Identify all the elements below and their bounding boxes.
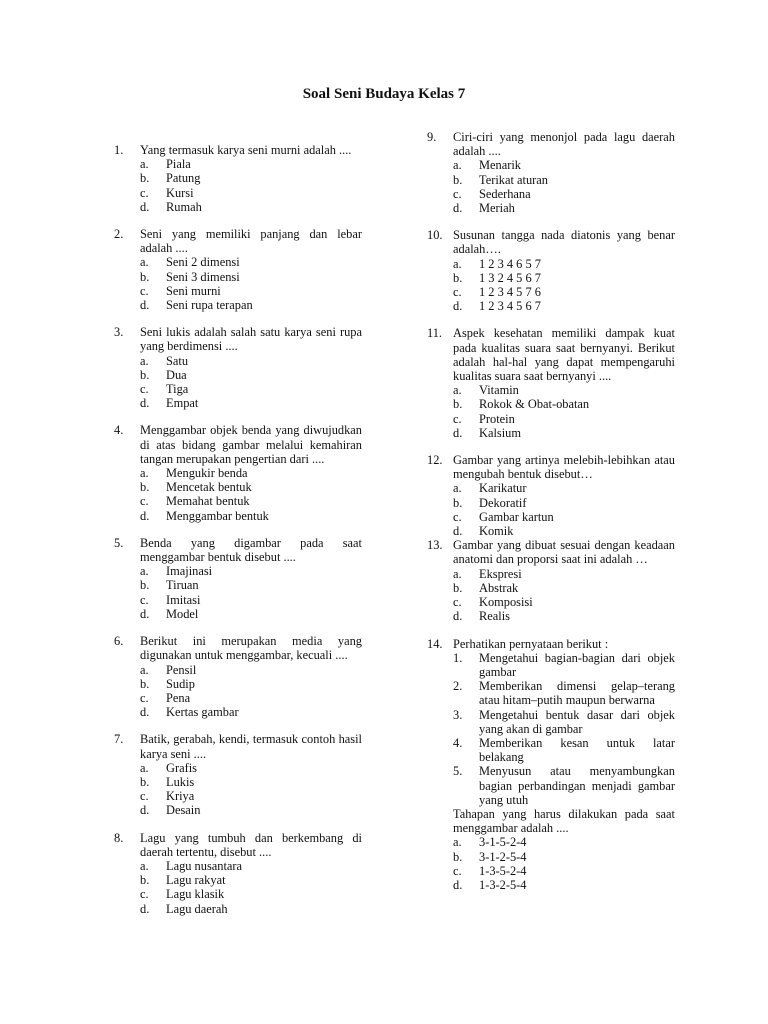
question-number: 4. <box>114 423 124 438</box>
option-text: Komik <box>479 524 514 539</box>
statement-item <box>427 651 675 679</box>
option-text: Empat <box>166 396 199 411</box>
option-letter: d. <box>140 901 150 916</box>
option-text: Protein <box>479 411 515 426</box>
answer-option <box>427 187 675 201</box>
question-text: Gambar yang dibuat sesuai dengan keadaan anatomi dan proporsi saat ini adalah … <box>453 538 675 567</box>
option-text: Vitamin <box>479 383 519 398</box>
answer-option <box>427 257 675 271</box>
answer-option <box>114 186 362 200</box>
statement-number: 5. <box>453 764 463 779</box>
statement-item <box>427 708 675 736</box>
option-letter: d. <box>453 524 463 539</box>
option-letter: d. <box>453 877 463 892</box>
question-number: 8. <box>114 830 124 845</box>
option-text: Tiruan <box>166 578 199 593</box>
question-text: Seni lukis adalah salah satu karya seni rupa yang berdimensi .... <box>140 325 362 354</box>
statement-text: Memberikan kesan untuk latar belakang <box>479 735 675 765</box>
question-12 <box>427 453 675 538</box>
answer-option <box>114 761 362 775</box>
statement-item <box>427 736 675 764</box>
option-letter: b. <box>140 578 150 593</box>
option-letter: b. <box>453 495 463 510</box>
option-text: Terikat aturan <box>479 172 548 187</box>
answer-option <box>427 864 675 878</box>
answer-option <box>114 157 362 171</box>
answer-option <box>114 466 362 480</box>
option-text: Menggambar bentuk <box>166 508 269 523</box>
option-text: Ekspresi <box>479 566 522 581</box>
question-6 <box>114 634 362 719</box>
option-text: Mengukir benda <box>166 466 248 481</box>
question-text: Yang termasuk karya seni murni adalah .... <box>140 143 352 157</box>
statement-number: 2. <box>453 679 463 694</box>
left-column <box>114 130 362 916</box>
option-letter: a. <box>140 353 149 368</box>
question-text: Gambar yang artinya melebih-lebihkan atau mengubah bentuk disebut… <box>453 453 675 482</box>
option-letter: c. <box>140 789 149 804</box>
option-letter: a. <box>140 858 149 873</box>
question-row <box>427 228 675 256</box>
option-letter: b. <box>140 269 150 284</box>
option-letter: b. <box>453 270 463 285</box>
option-letter: b. <box>140 676 150 691</box>
question-row <box>427 453 675 481</box>
option-text: Lagu daerah <box>166 901 228 916</box>
option-letter: b. <box>140 480 150 495</box>
option-letter: c. <box>453 285 462 300</box>
question-number: 3. <box>114 325 124 340</box>
option-text: 3-1-5-2-4 <box>479 835 527 850</box>
question-10 <box>427 228 675 313</box>
option-text: Seni murni <box>166 283 221 298</box>
option-letter: a. <box>453 481 462 496</box>
option-text: Desain <box>166 803 201 818</box>
question-number: 1. <box>114 143 124 157</box>
answer-option <box>114 803 362 817</box>
answer-option <box>427 158 675 172</box>
option-text: Satu <box>166 353 189 368</box>
option-letter: d. <box>140 199 150 214</box>
option-letter: a. <box>140 157 149 172</box>
question-text: Menggambar objek benda yang diwujudkan di atas bidang gambar melalui kemahiran tangan merupakan pengertian dari .... <box>140 423 362 466</box>
answer-option <box>114 902 362 916</box>
question-row <box>427 637 675 651</box>
question-number: 13. <box>427 538 443 553</box>
option-letter: b. <box>140 873 150 888</box>
answer-option <box>427 299 675 313</box>
option-text: Mencetak bentuk <box>166 480 252 495</box>
page-title: Soal Seni Budaya Kelas 7 <box>302 86 466 102</box>
answer-option <box>427 383 675 397</box>
answer-option <box>114 705 362 719</box>
question-row <box>114 831 362 859</box>
option-letter: b. <box>453 172 463 187</box>
question-number: 11. <box>427 326 443 341</box>
answer-option <box>114 509 362 523</box>
option-text: Seni 3 dimensi <box>166 269 240 284</box>
question-row <box>427 326 675 383</box>
option-letter: a. <box>453 566 462 581</box>
question-row <box>114 732 362 760</box>
question-row <box>114 227 362 255</box>
option-letter: a. <box>453 158 462 173</box>
answer-option <box>114 663 362 677</box>
option-text: 1 3 2 4 5 6 7 <box>479 270 541 285</box>
question-8 <box>114 831 362 916</box>
answer-option <box>427 878 675 892</box>
answer-option <box>114 789 362 803</box>
option-text: 1 2 3 4 5 7 6 <box>479 285 541 300</box>
option-text: Imajinasi <box>166 564 213 579</box>
option-letter: b. <box>140 774 150 789</box>
statement-text: Mengetahui bentuk dasar dari objek yang akan di gambar <box>479 707 675 736</box>
option-text: Lagu rakyat <box>166 873 226 888</box>
option-letter: b. <box>140 367 150 382</box>
option-letter: c. <box>453 863 462 878</box>
option-letter: d. <box>140 508 150 523</box>
option-text: Patung <box>166 171 201 186</box>
option-text: Rumah <box>166 199 202 214</box>
question-row <box>114 143 362 157</box>
option-text: 3-1-2-5-4 <box>479 849 527 864</box>
option-text: Pena <box>166 690 191 705</box>
answer-option <box>114 873 362 887</box>
answer-option <box>114 396 362 410</box>
option-letter: c. <box>453 411 462 426</box>
question-number: 9. <box>427 130 437 144</box>
option-letter: c. <box>140 690 149 705</box>
option-text: Kalsium <box>479 425 521 440</box>
option-text: Seni rupa terapan <box>166 298 253 313</box>
option-letter: c. <box>140 887 149 902</box>
option-text: Abstrak <box>479 580 519 595</box>
answer-option <box>114 775 362 789</box>
question-number: 10. <box>427 228 443 243</box>
option-text: Lagu nusantara <box>166 858 243 873</box>
option-letter: b. <box>140 171 150 186</box>
option-text: Seni 2 dimensi <box>166 255 240 270</box>
answer-option <box>114 564 362 578</box>
answer-option <box>427 173 675 187</box>
question-13 <box>427 538 675 623</box>
option-text: Grafis <box>166 760 197 775</box>
option-letter: d. <box>140 606 150 621</box>
statement-number: 1. <box>453 650 463 665</box>
question-text: Benda yang digambar pada saat menggambar bentuk disebut .... <box>140 535 362 565</box>
answer-option <box>114 494 362 508</box>
question-row <box>114 634 362 662</box>
question-text: Ciri-ciri yang menonjol pada lagu daerah adalah .... <box>453 130 675 159</box>
question-14 <box>427 637 675 893</box>
option-text: Menarik <box>479 158 521 173</box>
option-text: 1-3-2-5-4 <box>479 877 527 892</box>
option-text: Realis <box>479 609 510 624</box>
question-4 <box>114 423 362 522</box>
answer-option <box>114 200 362 214</box>
answer-option <box>427 271 675 285</box>
option-letter: b. <box>453 849 463 864</box>
answer-option <box>427 850 675 864</box>
option-text: Model <box>166 606 199 621</box>
question-prompt: Tahapan yang harus dilakukan pada saat menggambar adalah .... <box>453 806 675 836</box>
option-letter: c. <box>140 283 149 298</box>
answer-option <box>114 284 362 298</box>
question-9 <box>427 130 675 215</box>
question-number: 14. <box>427 636 443 651</box>
answer-option <box>114 578 362 592</box>
question-number: 2. <box>114 227 124 242</box>
answer-option <box>114 691 362 705</box>
answer-option <box>114 171 362 185</box>
right-column <box>427 130 675 892</box>
question-number: 6. <box>114 634 124 649</box>
option-text: Gambar kartun <box>479 509 554 524</box>
answer-option <box>114 887 362 901</box>
question-number: 7. <box>114 732 124 747</box>
option-text: 1-3-5-2-4 <box>479 863 527 878</box>
option-text: Lagu klasik <box>166 887 225 902</box>
answer-option <box>427 595 675 609</box>
answer-option <box>427 412 675 426</box>
question-1 <box>114 143 362 214</box>
question-row <box>114 325 362 353</box>
option-text: Sudip <box>166 676 195 691</box>
question-row <box>427 130 675 158</box>
answer-option <box>114 593 362 607</box>
option-text: Kertas gambar <box>166 705 239 720</box>
answer-option <box>114 270 362 284</box>
question-text: Susunan tangga nada diatonis yang benar adalah…. <box>453 228 675 257</box>
option-text: Meriah <box>479 201 515 216</box>
option-letter: d. <box>453 201 463 216</box>
option-letter: c. <box>140 592 149 607</box>
answer-option <box>427 609 675 623</box>
question-5 <box>114 536 362 621</box>
option-letter: d. <box>140 705 150 720</box>
statement-text: Menyusun atau menyambungkan bagian perbandingan menjadi gambar yang utuh <box>479 764 675 807</box>
answer-option <box>114 298 362 312</box>
answer-option <box>427 567 675 581</box>
option-letter: c. <box>140 185 149 200</box>
statement-number: 3. <box>453 707 463 722</box>
question-3 <box>114 325 362 410</box>
question-text: Aspek kesehatan memiliki dampak kuat pada kualitas suara saat bernyanyi. Berikut adalah hal-hal yang dapat mempengaruhi kualitas suara saat bernyanyi .... <box>453 326 675 384</box>
option-letter: b. <box>453 580 463 595</box>
statement-text: Mengetahui bagian-bagian dari objek gambar <box>479 650 675 679</box>
answer-option <box>427 285 675 299</box>
option-text: Kursi <box>166 185 194 200</box>
question-2 <box>114 227 362 312</box>
answer-option <box>114 677 362 691</box>
question-11 <box>427 326 675 440</box>
statement-text: Memberikan dimensi gelap–terang atau hitam–putih maupun berwarna <box>479 679 675 708</box>
option-letter: b. <box>453 397 463 412</box>
option-letter: a. <box>453 835 462 850</box>
answer-option <box>114 859 362 873</box>
answer-option <box>114 480 362 494</box>
option-letter: d. <box>453 425 463 440</box>
answer-option <box>427 426 675 440</box>
option-text: Karikatur <box>479 481 527 496</box>
option-letter: d. <box>453 609 463 624</box>
answer-option <box>427 524 675 538</box>
statement-number: 4. <box>453 735 463 750</box>
statement-item <box>427 764 675 807</box>
option-text: 1 2 3 4 6 5 7 <box>479 256 541 271</box>
answer-option <box>427 835 675 849</box>
answer-option <box>427 201 675 215</box>
option-letter: c. <box>453 595 462 610</box>
option-letter: d. <box>140 396 150 411</box>
question-text: Lagu yang tumbuh dan berkembang di daerah tertentu, disebut .... <box>140 830 362 859</box>
option-letter: a. <box>453 383 462 398</box>
answer-option <box>427 397 675 411</box>
question-7 <box>114 732 362 817</box>
option-text: Sederhana <box>479 186 531 201</box>
option-text: Piala <box>166 157 191 172</box>
option-text: Memahat bentuk <box>166 494 250 509</box>
option-letter: a. <box>453 256 462 271</box>
question-text: Seni yang memiliki panjang dan lebar adalah .... <box>140 227 362 256</box>
answer-option <box>114 368 362 382</box>
option-letter: a. <box>140 466 149 481</box>
answer-option <box>427 481 675 495</box>
question-number: 5. <box>114 535 124 550</box>
answer-option <box>427 510 675 524</box>
option-letter: a. <box>140 662 149 677</box>
option-text: Pensil <box>166 662 197 677</box>
option-letter: c. <box>453 186 462 201</box>
option-letter: a. <box>140 564 149 579</box>
statement-item <box>427 679 675 707</box>
answer-option <box>114 382 362 396</box>
option-letter: d. <box>140 803 150 818</box>
question-row <box>427 538 675 566</box>
option-text: Dekoratif <box>479 495 527 510</box>
option-letter: a. <box>140 760 149 775</box>
answer-option <box>427 581 675 595</box>
option-text: 1 2 3 4 5 6 7 <box>479 299 541 314</box>
option-text: Kriya <box>166 789 195 804</box>
option-letter: a. <box>140 255 149 270</box>
option-letter: c. <box>140 382 149 397</box>
answer-option <box>114 354 362 368</box>
option-text: Komposisi <box>479 595 533 610</box>
option-letter: c. <box>140 494 149 509</box>
question-text: Berikut ini merupakan media yang digunakan untuk menggambar, kecuali .... <box>140 634 362 663</box>
option-letter: c. <box>453 509 462 524</box>
question-row <box>114 536 362 564</box>
option-letter: d. <box>140 298 150 313</box>
option-text: Lukis <box>166 774 195 789</box>
option-text: Imitasi <box>166 592 201 607</box>
question-text: Batik, gerabah, kendi, termasuk contoh hasil karya seni .... <box>140 732 362 761</box>
answer-option <box>114 255 362 269</box>
option-text: Rokok & Obat-obatan <box>479 397 590 412</box>
answer-option <box>427 496 675 510</box>
answer-option <box>114 607 362 621</box>
option-text: Tiga <box>166 382 189 397</box>
question-number: 12. <box>427 453 443 468</box>
option-text: Dua <box>166 367 187 382</box>
question-text: Perhatikan pernyataan berikut : <box>453 636 609 651</box>
option-letter: d. <box>453 299 463 314</box>
question-row <box>114 423 362 466</box>
